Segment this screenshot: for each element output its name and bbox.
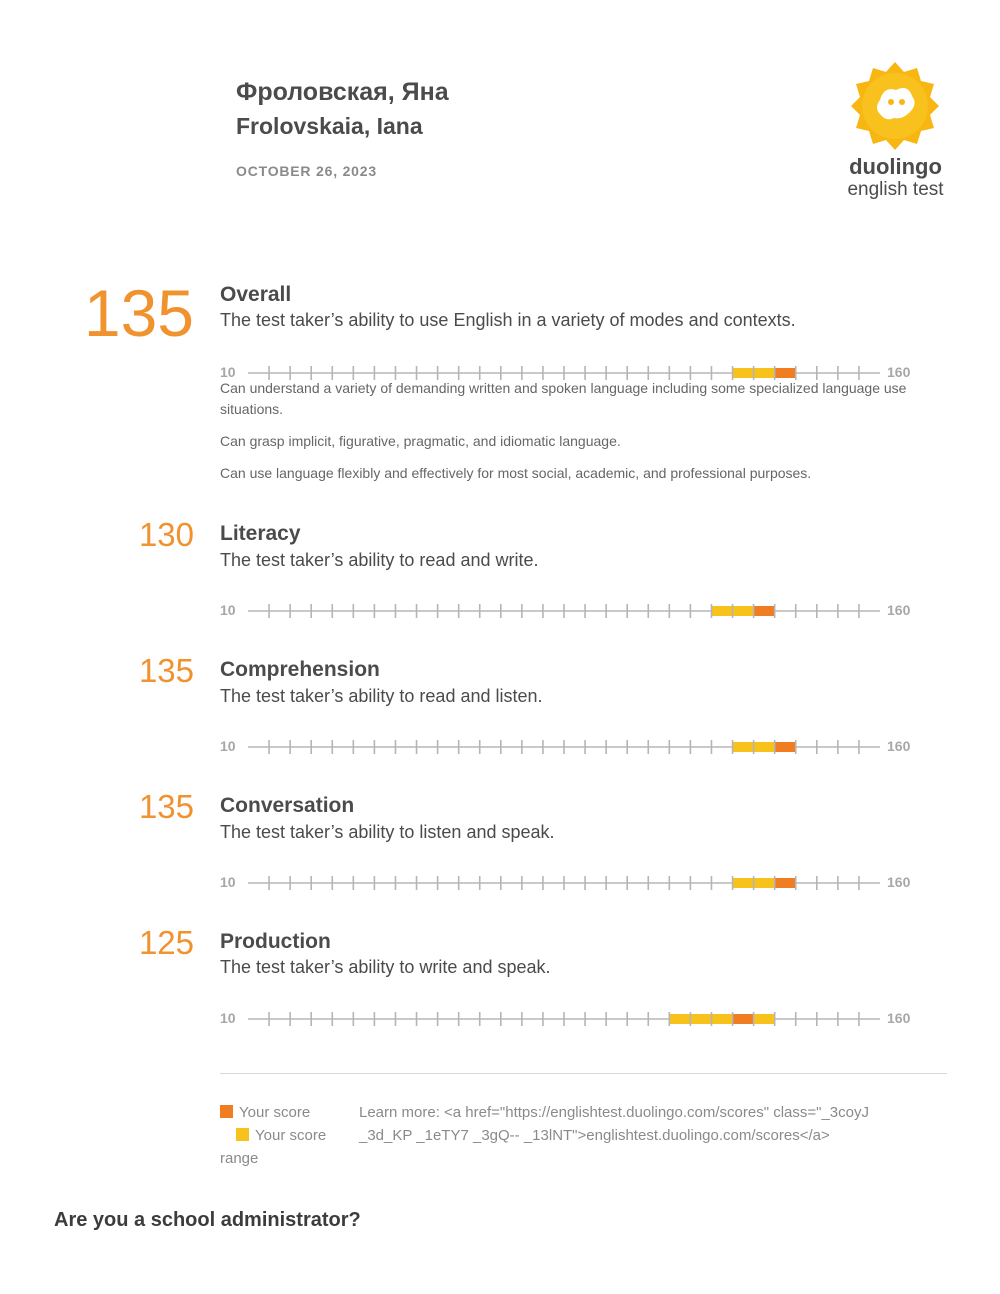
comprehension-description: The test taker’s ability to read and listen. xyxy=(220,686,543,706)
test-taker-name-latin: Frolovskaia, Iana xyxy=(236,113,423,139)
overall-descriptor: Can understand a variety of demanding written and spoken language including some specialized language use situations. xyxy=(220,380,907,417)
score-range-segment xyxy=(711,1014,732,1024)
scale-max-label: 160 xyxy=(887,1010,911,1026)
logo-subtitle: english test xyxy=(847,179,944,200)
comprehension-score-scale xyxy=(220,735,920,759)
overall-descriptor: Can grasp implicit, figurative, pragmatic, and idiomatic language. xyxy=(220,433,621,449)
scale-max-label: 160 xyxy=(887,874,911,890)
score-scale-track xyxy=(220,599,920,623)
divider xyxy=(220,1073,947,1074)
your-score-marker xyxy=(775,368,796,378)
legend-range-label-line1: Your score xyxy=(255,1127,327,1144)
overall-description: The test taker’s ability to use English in a variety of modes and contexts. xyxy=(220,310,796,330)
conversation-description: The test taker’s ability to listen and speak. xyxy=(220,822,555,842)
scale-min-label: 10 xyxy=(220,364,236,380)
score-scale-track xyxy=(220,1007,920,1031)
overall-descriptor: Can use language flexibly and effectively for most social, academic, and professional purposes. xyxy=(220,465,812,481)
scale-max-label: 160 xyxy=(887,738,911,754)
learn-more-text: Learn more: <a href="https://englishtest.duolingo.com/scores" class="_3coyJ _3d_KP _1eTY7 _3gQ-- _13lNT">englishtest.duolingo.com/scores</a> xyxy=(359,1104,869,1144)
production-description: The test taker’s ability to write and speak. xyxy=(220,957,551,977)
production-title: Production xyxy=(220,930,331,953)
duolingo-logo xyxy=(838,60,953,205)
score-range-segment xyxy=(754,368,775,378)
legend-your-score-label: Your score xyxy=(239,1104,311,1121)
your-score-marker xyxy=(733,1014,754,1024)
score-range-segment xyxy=(733,878,754,888)
literacy-score: 130 xyxy=(138,516,194,553)
literacy-title: Literacy xyxy=(220,522,301,545)
scale-max-label: 160 xyxy=(887,364,911,380)
scale-min-label: 10 xyxy=(220,602,236,618)
score-range-swatch-icon xyxy=(236,1128,249,1141)
your-score-swatch-icon xyxy=(220,1105,233,1118)
score-range-segment xyxy=(690,1014,711,1024)
score-scale-track xyxy=(220,735,920,759)
conversation-score-scale xyxy=(220,871,920,895)
test-date: OCTOBER 26, 2023 xyxy=(236,163,377,179)
score-range-segment xyxy=(754,878,775,888)
your-score-marker xyxy=(775,878,796,888)
score-range-segment xyxy=(754,1014,775,1024)
school-admin-question: Are you a school administrator? xyxy=(54,1209,361,1231)
production-score-scale xyxy=(220,1007,920,1031)
your-score-marker xyxy=(775,742,796,752)
scale-max-label: 160 xyxy=(887,602,911,618)
overall-descriptors xyxy=(220,378,940,495)
logo-wordmark: duolingo xyxy=(849,154,942,179)
overall-title: Overall xyxy=(220,283,292,306)
overall-score: 135 xyxy=(83,276,194,350)
conversation-score: 135 xyxy=(138,788,194,825)
production-score: 125 xyxy=(138,924,194,961)
score-range-segment xyxy=(733,606,754,616)
comprehension-title: Comprehension xyxy=(220,658,380,681)
scale-min-label: 10 xyxy=(220,738,236,754)
scale-min-label: 10 xyxy=(220,1010,236,1026)
literacy-description: The test taker’s ability to read and write. xyxy=(220,550,539,570)
score-range-segment xyxy=(669,1014,690,1024)
test-taker-name-native: Фроловская, Яна xyxy=(236,78,449,106)
legend-range-label-line2: range xyxy=(220,1150,259,1167)
score-range-segment xyxy=(711,606,732,616)
conversation-title: Conversation xyxy=(220,794,355,817)
comprehension-score: 135 xyxy=(138,652,194,689)
legend-your-score-range xyxy=(220,1124,360,1147)
score-scale-track xyxy=(220,871,920,895)
legend xyxy=(220,1101,360,1170)
duolingo-badge-icon xyxy=(850,60,940,150)
score-range-segment xyxy=(733,742,754,752)
legend-your-score xyxy=(220,1101,360,1124)
score-range-segment xyxy=(754,742,775,752)
literacy-score-scale xyxy=(220,599,920,623)
scale-min-label: 10 xyxy=(220,874,236,890)
score-range-segment xyxy=(733,368,754,378)
your-score-marker xyxy=(754,606,775,616)
